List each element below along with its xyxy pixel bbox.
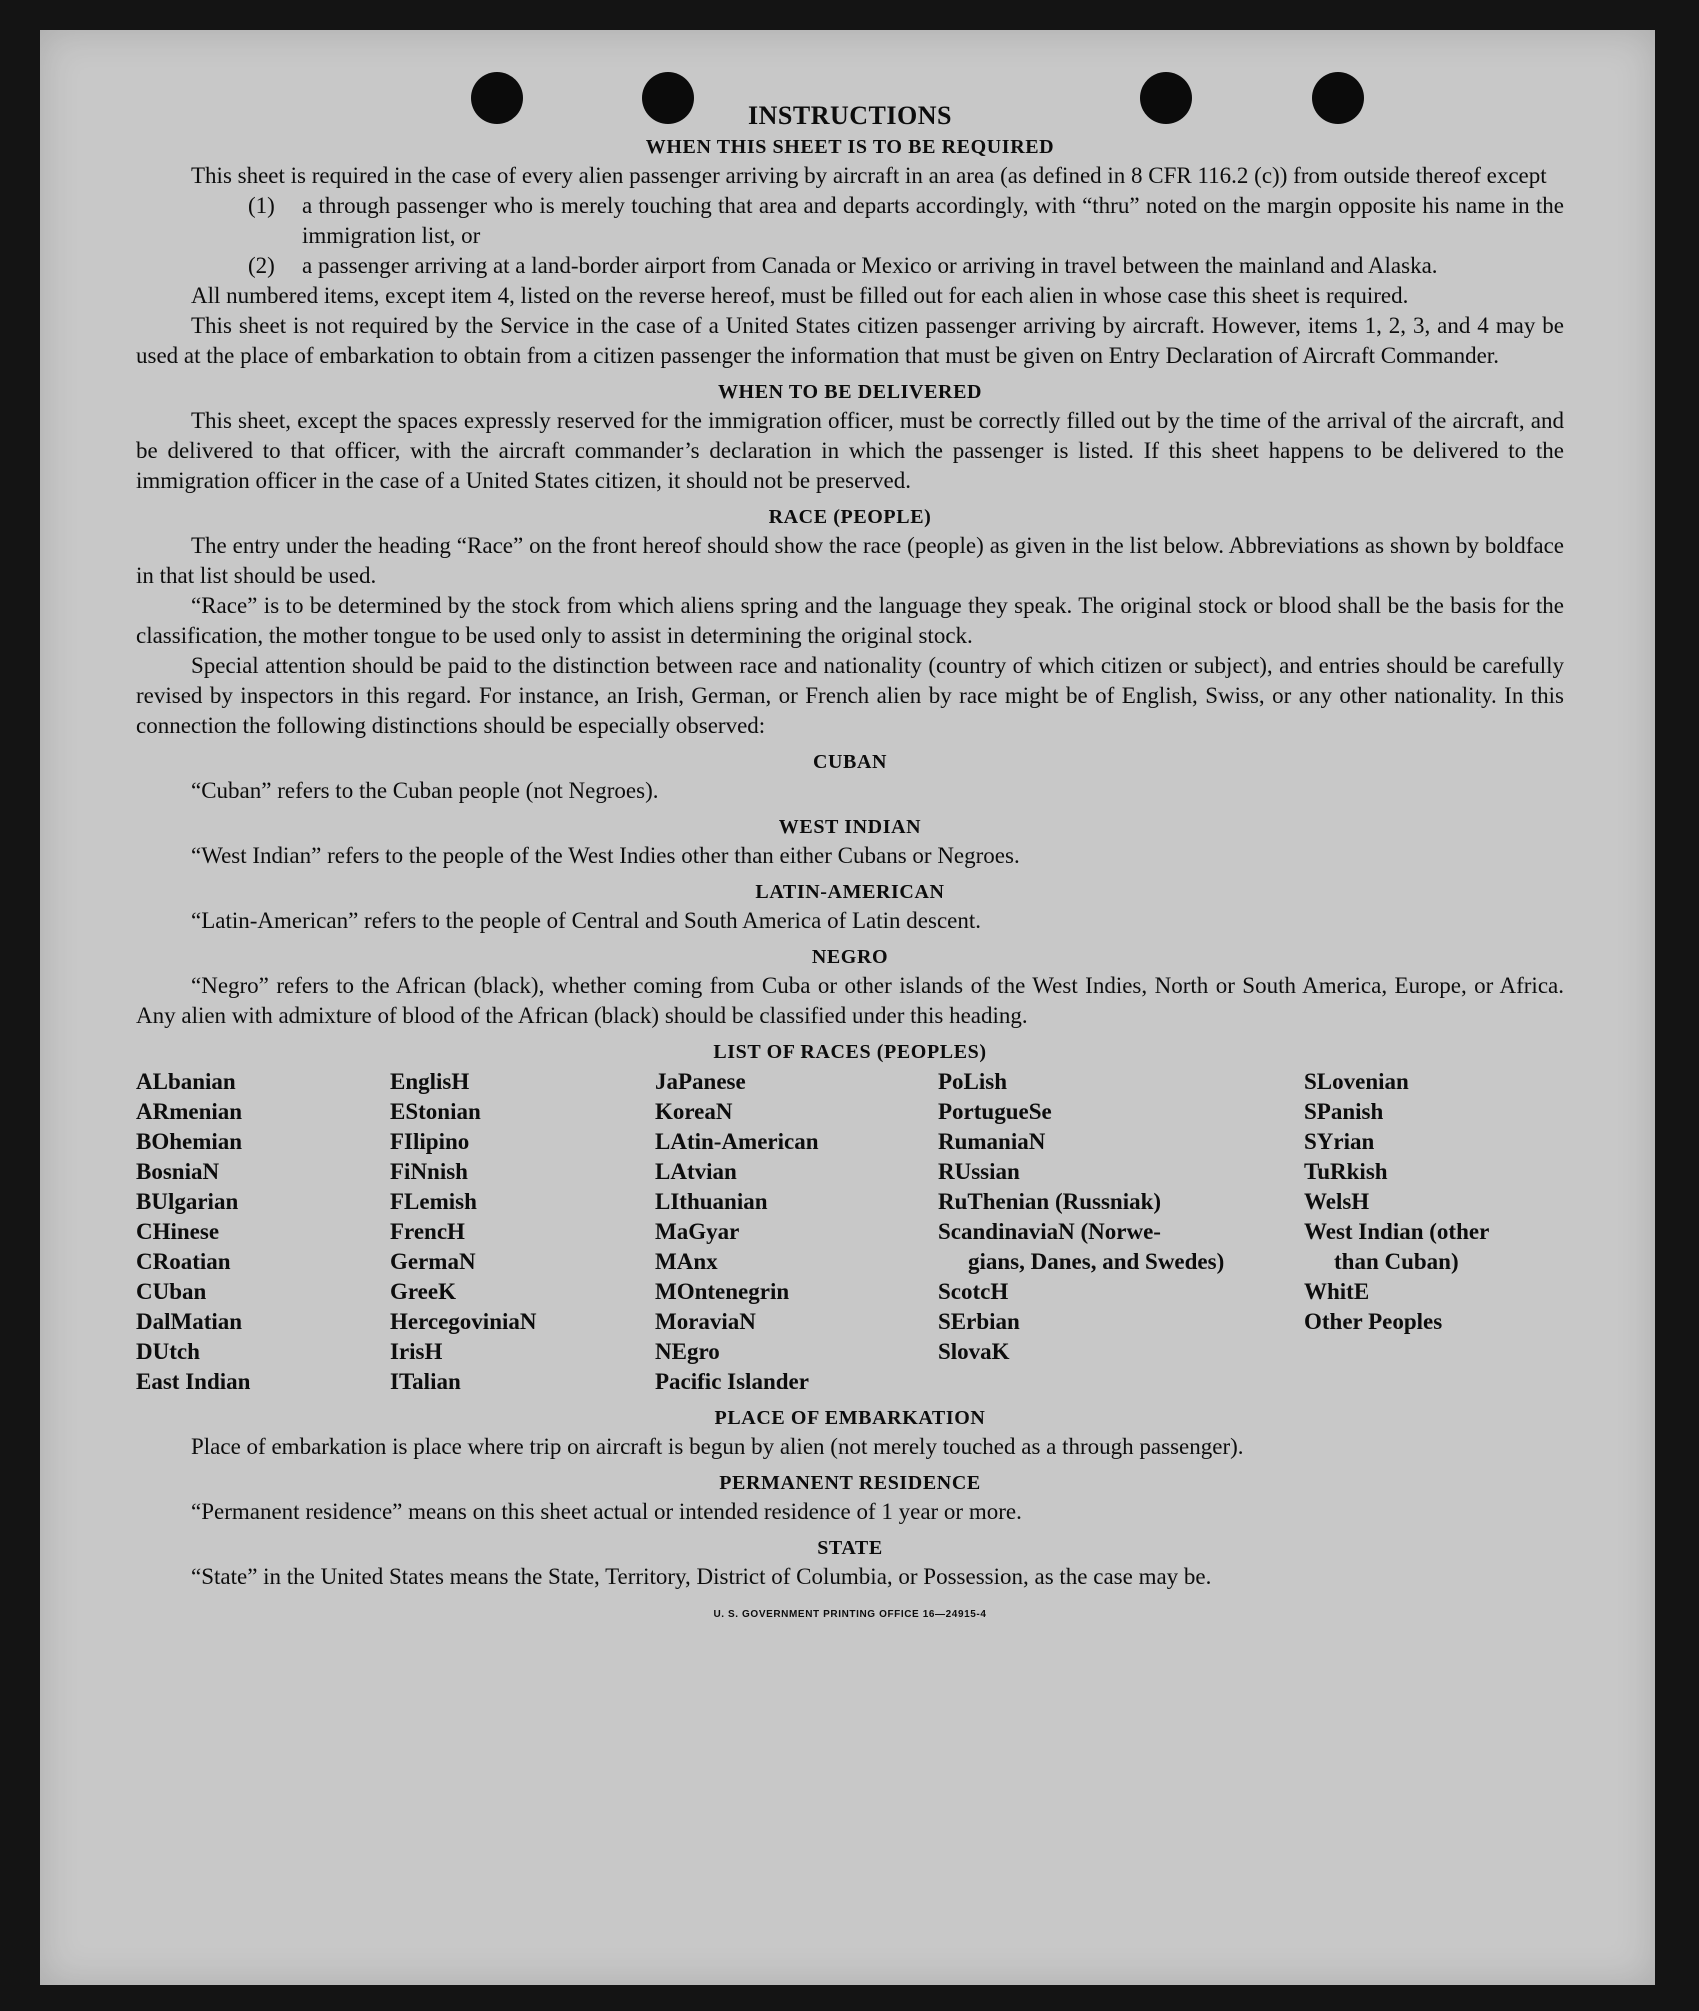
latin-american-definition: “Latin-American” refers to the people of Central and South America of Latin descent. [191,908,981,933]
race-entry: CRoatian [136,1249,231,1274]
race-entry: Other Peoples [1304,1309,1443,1334]
when-required-paragraph-3: This sheet is not required by the Service in the case of a United States citizen passenger arriving by aircraft. However, items 1, 2, 3, and 4 may be used at the place of embarkation to obtain from a citizen passenger the information that must be given on Entry Declaration of Aircraft Commander. [136,313,1564,368]
race-entry: PoLish [938,1069,1008,1094]
heading-cuban: CUBAN [812,751,888,773]
race-entry: NEgro [655,1339,720,1364]
exception-item-1 [136,191,1564,251]
cuban-definition: “Cuban” refers to the Cuban people (not Negroes). [191,778,659,803]
race-entry: GreeK [390,1279,456,1304]
race-entry: WelsH [1304,1189,1370,1214]
race-entry: HercegoviniaN [390,1309,537,1334]
race-entry: EnglisH [390,1069,470,1094]
item-text: a passenger arriving at a land-border airport from Canada or Mexico or arriving in travel between the mainland and Alaska. [302,253,1438,278]
races-column-1 [136,1067,390,1397]
race-paragraph-1: The entry under the heading “Race” on the front hereof should show the race (people) as given in the list below. Abbreviations as shown by boldface in that list should be used. [136,533,1564,588]
race-entry: BOhemian [136,1129,243,1154]
heading-permanent-residence: PERMANENT RESIDENCE [719,1472,981,1494]
heading-negro: NEGRO [811,946,889,968]
negro-definition: “Negro” refers to the African (black), whether coming from Cuba or other islands of the West Indies, North or South America, Europe, or Africa. Any alien with admixture of blood of the African (black) should be classified under this heading. [136,973,1564,1028]
permanent-residence-definition: “Permanent residence” means on this sheet actual or intended residence of 1 year or more. [191,1499,1022,1524]
race-entry: FrencH [390,1219,465,1244]
race-entry: SlovaK [938,1339,1010,1364]
race-entry: ARmenian [136,1099,243,1124]
race-entry: ScandinaviaN (Norwe- [938,1219,1161,1244]
race-entry: GermaN [390,1249,476,1274]
race-entry: BosniaN [136,1159,220,1184]
race-entry: MoraviaN [655,1309,756,1334]
race-entry: SErbian [938,1309,1020,1334]
document-sheet [40,30,1655,1985]
races-column-5 [1304,1067,1564,1397]
heading-list-of-races: LIST OF RACES (PEOPLES) [713,1041,987,1063]
race-entry: SLovenian [1304,1069,1409,1094]
race-entry: RumaniaN [938,1129,1046,1154]
race-entry: RuThenian (Russniak) [938,1189,1162,1214]
place-of-embarkation-definition: Place of embarkation is place where trip on aircraft is begun by alien (not merely touched as a through passenger). [191,1434,1244,1459]
race-entry: DalMatian [136,1309,243,1334]
item-number: (2) [248,253,275,278]
when-required-paragraph-2: All numbered items, except item 4, listed on the reverse hereof, must be filled out for each alien in whose case this sheet is required. [191,283,1409,308]
races-column-4 [938,1067,1304,1397]
when-required-intro: This sheet is required in the case of every alien passenger arriving by aircraft in an area (as defined in 8 CFR 116.2 (c)) from outside thereof except [191,163,1547,188]
race-entry: FIlipino [390,1129,470,1154]
heading-race: RACE (PEOPLE) [768,506,932,528]
item-text: a through passenger who is merely touching that area and departs accordingly, with “thru” noted on the margin opposite his name in the immigration list, or [302,193,1564,248]
race-entry: EStonian [390,1099,481,1124]
when-delivered-paragraph: This sheet, except the spaces expressly reserved for the immigration officer, must be correctly filled out by the time of the arrival of the aircraft, and be delivered to that officer, with the aircraft commander’s declaration in which the passenger is listed. If this sheet happens to be delivered to the immigration officer in the case of a United States citizen, it should not be preserved. [136,408,1564,493]
race-entry: DUtch [136,1339,200,1364]
race-entry: IrisH [390,1339,443,1364]
race-entry: West Indian (other [1304,1219,1490,1244]
race-entry-continuation: than Cuban) [1334,1249,1459,1274]
heading-latin-american: LATIN-AMERICAN [755,881,945,903]
races-column-3 [655,1067,938,1397]
race-entry: BUlgarian [136,1189,239,1214]
printing-office-footer: U. S. GOVERNMENT PRINTING OFFICE 16—24915-4 [713,1609,987,1620]
heading-state: STATE [817,1537,883,1559]
west-indian-definition: “West Indian” refers to the people of the West Indies other than either Cubans or Negroes. [191,843,1020,868]
exception-item-2 [136,251,1564,281]
item-number: (1) [248,193,275,218]
race-entry: LAtvian [655,1159,737,1184]
race-entry: CHinese [136,1219,220,1244]
race-entry: CUban [136,1279,207,1304]
race-entry: MAnx [655,1249,718,1274]
race-entry: LIthuanian [655,1189,768,1214]
race-entry: Pacific Islander [655,1369,809,1394]
heading-when-delivered: WHEN TO BE DELIVERED [717,381,983,403]
race-entry: MaGyar [655,1219,740,1244]
race-entry: TuRkish [1304,1159,1388,1184]
page-title: INSTRUCTIONS [748,101,952,130]
race-entry: MOntenegrin [655,1279,790,1304]
instructions-content [136,100,1564,1630]
race-entry: FiNnish [390,1159,468,1184]
race-entry: ALbanian [136,1069,236,1094]
race-entry: ScotcH [938,1279,1009,1304]
heading-when-required: WHEN THIS SHEET IS TO BE REQUIRED [645,136,1055,158]
races-list [136,1067,1564,1397]
race-entry: SPanish [1304,1099,1384,1124]
races-column-2 [390,1067,655,1397]
state-definition: “State” in the United States means the State, Territory, District of Columbia, or Possession, as the case may be. [191,1564,1212,1589]
race-entry: KoreaN [655,1099,733,1124]
race-entry: PortugueSe [938,1099,1052,1124]
race-paragraph-2: “Race” is to be determined by the stock from which aliens spring and the language they speak. The original stock or blood shall be the basis for the classification, the mother tongue to be used only to assist in determining the original stock. [136,593,1564,648]
heading-place-of-embarkation: PLACE OF EMBARKATION [714,1407,986,1429]
race-entry: East Indian [136,1369,251,1394]
race-entry: LAtin-American [655,1129,819,1154]
race-entry: FLemish [390,1189,477,1214]
heading-west-indian: WEST INDIAN [778,816,922,838]
race-entry-continuation: gians, Danes, and Swedes) [968,1249,1225,1274]
race-entry: WhitE [1304,1279,1370,1304]
race-entry: SYrian [1304,1129,1375,1154]
race-entry: ITalian [390,1369,461,1394]
race-paragraph-3: Special attention should be paid to the distinction between race and nationality (country of which citizen or subject), and entries should be carefully revised by inspectors in this regard. For instance, an Irish, German, or French alien by race might be of English, Swiss, or any other nationality. In this connection the following distinctions should be especially observed: [136,653,1564,738]
race-entry: RUssian [938,1159,1020,1184]
race-entry: JaPanese [655,1069,746,1094]
